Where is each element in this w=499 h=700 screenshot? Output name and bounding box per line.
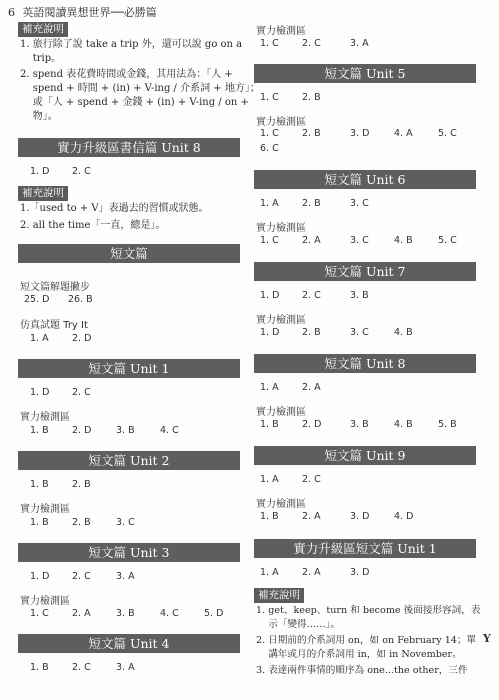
- answer: 3. C: [116, 517, 135, 528]
- answer: 4. D: [394, 511, 414, 522]
- page-number: 6: [8, 6, 15, 19]
- sub-label: 實力檢測區: [256, 407, 306, 418]
- answer: 4. B: [394, 235, 413, 246]
- section-title-unit3: 短文篇 Unit 3: [18, 543, 240, 562]
- sub-label: 實力檢測區: [20, 596, 70, 607]
- answer: 4. C: [160, 608, 179, 619]
- note-line: trip。: [20, 53, 62, 64]
- answer: 3. B: [350, 290, 369, 301]
- section-title-unit5: 短文篇 Unit 5: [254, 64, 476, 83]
- note-line: 物」。: [20, 111, 58, 122]
- answer: 26. B: [68, 294, 93, 305]
- answer: 3. C: [350, 235, 369, 246]
- note-line: 3. 表達兩件事情的順序為 one...the other，三件: [256, 665, 468, 676]
- answer: 2. C: [302, 290, 321, 301]
- answer: 3. B: [116, 425, 135, 436]
- answer: 3. A: [116, 662, 135, 673]
- answer: 3. A: [116, 571, 135, 582]
- note-line: 講年或月的介系詞用 in，如 in November。: [256, 649, 462, 660]
- note-line: 1.「used to + V」表過去的習慣或狀態。: [20, 203, 209, 214]
- note-line: 2. all the time「一直，總是」。: [20, 220, 166, 231]
- answer: 1. D: [260, 327, 280, 338]
- section-title-unit7: 短文篇 Unit 7: [254, 262, 476, 281]
- answer: 3. B: [350, 419, 369, 430]
- section-title-unit1: 短文篇 Unit 1: [18, 359, 240, 378]
- answer: 2. C: [72, 571, 91, 582]
- answer: 1. D: [30, 166, 50, 177]
- sub-label: 短文篇解題撇步: [20, 282, 90, 293]
- answer: 2. A: [302, 235, 321, 246]
- answer: 1. C: [260, 38, 279, 49]
- section-title-upgrade-unit1: 實力升級區短文篇 Unit 1: [254, 539, 476, 558]
- answer: 2. C: [72, 387, 91, 398]
- note-line: 示「變得……」。: [256, 619, 341, 630]
- answer: 1. A: [260, 567, 279, 578]
- answer: 1. D: [30, 387, 50, 398]
- sub-label: 仿真試題 Try It: [20, 320, 88, 331]
- sub-label: 實力檢測區: [20, 504, 70, 515]
- answer: 1. C: [260, 235, 279, 246]
- answer: 3. D: [350, 511, 370, 522]
- note-line: 或「人 + spend + 金錢 + (in) + V-ing / on +: [20, 97, 249, 108]
- answer: 2. D: [72, 333, 92, 344]
- note-block: [20, 202, 209, 233]
- answer: 3. A: [350, 38, 369, 49]
- section-title-unit6: 短文篇 Unit 6: [254, 170, 476, 189]
- sub-label: 實力檢測區: [256, 117, 306, 128]
- answer: 1. C: [260, 92, 279, 103]
- note-tag: 補充說明: [18, 186, 68, 201]
- answer: 25. D: [24, 294, 50, 305]
- answer: 2. A: [302, 382, 321, 393]
- answer: 3. C: [350, 198, 369, 209]
- note-tag: 補充說明: [254, 588, 304, 603]
- answer: 2. B: [302, 198, 321, 209]
- page-edge-mark: Y: [483, 632, 491, 645]
- answer: 1. B: [260, 511, 279, 522]
- note-line: spend + 時間 + (in) + V-ing / 介系詞 + 地方」；: [20, 83, 260, 94]
- answer: 4. B: [394, 419, 413, 430]
- sub-label: 實力檢測區: [256, 223, 306, 234]
- answer: 1. A: [260, 474, 279, 485]
- answer: 1. A: [260, 382, 279, 393]
- answer: 1. B: [30, 425, 49, 436]
- sub-label: 實力檢測區: [256, 26, 306, 37]
- answer: 1. B: [30, 517, 49, 528]
- section-title-unit2: 短文篇 Unit 2: [18, 451, 240, 470]
- answer: 4. A: [394, 128, 413, 139]
- sub-label: 實力檢測區: [256, 499, 306, 510]
- answer: 2. D: [72, 425, 92, 436]
- answer: 3. C: [350, 327, 369, 338]
- answer: 2. B: [72, 517, 91, 528]
- answer: 2. B: [302, 92, 321, 103]
- answer: 5. C: [438, 128, 457, 139]
- note-block: [20, 38, 260, 124]
- page-header: [8, 4, 157, 20]
- answer: 4. C: [160, 425, 179, 436]
- section-title-unit4: 短文篇 Unit 4: [18, 634, 240, 653]
- answer: 2. D: [302, 419, 322, 430]
- answer: 3. D: [350, 567, 370, 578]
- section-title-unit8: 短文篇 Unit 8: [254, 354, 476, 373]
- note-block: [256, 604, 480, 678]
- answer: 1. D: [30, 571, 50, 582]
- note-tag: 補充說明: [18, 22, 68, 37]
- answer: 1. B: [260, 419, 279, 430]
- note-line: 1. 旅行除了說 take a trip 外，還可以說 go on a: [20, 39, 243, 50]
- answer: 2. A: [302, 567, 321, 578]
- answer: 2. A: [72, 608, 91, 619]
- answer: 1. A: [260, 198, 279, 209]
- answer: 5. B: [438, 419, 457, 430]
- answer: 2. C: [72, 662, 91, 673]
- answer: 1. B: [30, 479, 49, 490]
- answer: 6. C: [260, 143, 279, 154]
- note-line: 1. get、keep、turn 和 become 後面接形容詞，表: [256, 605, 481, 616]
- answer: 4. B: [394, 327, 413, 338]
- answer: 2. B: [302, 327, 321, 338]
- answer: 2. C: [302, 474, 321, 485]
- section-title-letter8: 實力升級區書信篇 Unit 8: [18, 138, 240, 157]
- answer: 1. A: [30, 333, 49, 344]
- answer: 2. C: [302, 38, 321, 49]
- answer: 1. C: [260, 128, 279, 139]
- answer: 1. C: [30, 608, 49, 619]
- section-title-short: 短文篇: [18, 244, 240, 263]
- answer: 2. B: [72, 479, 91, 490]
- answer: 5. C: [438, 235, 457, 246]
- answer: 3. D: [350, 128, 370, 139]
- note-line: 2. 日期前的介系詞用 on，如 on February 14；單: [256, 635, 477, 646]
- answer: 2. A: [302, 511, 321, 522]
- sub-label: 實力檢測區: [256, 315, 306, 326]
- answer: 3. B: [116, 608, 135, 619]
- answer: 5. D: [204, 608, 224, 619]
- answer: 1. B: [30, 662, 49, 673]
- book-title: 英語閱讀異想世界──必勝篇: [22, 6, 157, 19]
- answer: 1. D: [260, 290, 280, 301]
- answer: 2. C: [72, 166, 91, 177]
- section-title-unit9: 短文篇 Unit 9: [254, 446, 476, 465]
- answer: 2. B: [302, 128, 321, 139]
- note-line: 2. spend 表花費時間或金錢，其用法為：「人 +: [20, 69, 233, 80]
- sub-label: 實力檢測區: [20, 412, 70, 423]
